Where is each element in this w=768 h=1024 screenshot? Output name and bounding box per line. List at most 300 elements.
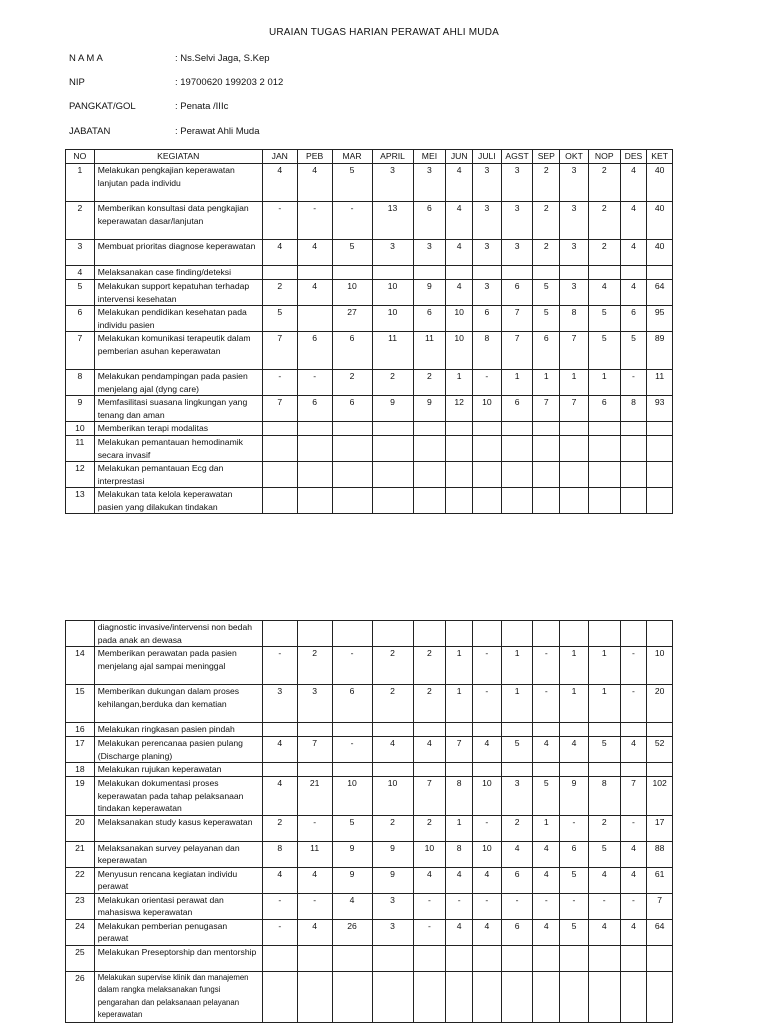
month-value-cell: 3 [473,240,502,266]
row-number: 5 [66,280,95,306]
row-number: 15 [66,685,95,723]
month-value-cell: 6 [588,396,620,422]
month-value-cell [501,945,533,971]
table-row [66,867,673,893]
month-value-cell: 2 [413,370,446,396]
month-value-cell: 10 [473,396,502,422]
month-value-cell: 3 [501,164,533,202]
month-value-cell [533,266,560,280]
month-value-cell [297,422,332,436]
info-value: : Perawat Ahli Muda [175,126,260,137]
month-value-cell: 3 [501,240,533,266]
month-value-cell: 5 [620,332,647,370]
row-number: 26 [66,971,95,1022]
month-value-cell [262,723,297,737]
month-value-cell: 4 [297,240,332,266]
table-row [66,621,673,647]
total-cell: 40 [647,240,673,266]
month-value-cell [533,488,560,514]
month-value-cell: 1 [446,647,473,685]
month-value-cell [446,462,473,488]
month-value-cell [473,462,502,488]
table-row [66,763,673,777]
month-value-cell [446,723,473,737]
activity-description: Melakukan support kepatuhan terhadap intervensi kesehatan [94,280,262,306]
table-row [66,280,673,306]
table-row [66,370,673,396]
total-cell [647,621,673,647]
month-value-cell [413,462,446,488]
month-value-cell: 5 [588,841,620,867]
month-value-cell: 11 [297,841,332,867]
table-row [66,893,673,919]
month-value-cell [560,763,589,777]
activity-description: Memberikan dukungan dalam proses kehilangan,berduka dan kematian [94,685,262,723]
month-value-cell [620,945,647,971]
month-value-cell: 7 [533,396,560,422]
month-value-cell [262,436,297,462]
month-value-cell [372,436,413,462]
month-value-cell [588,266,620,280]
month-value-cell [262,488,297,514]
month-value-cell [446,422,473,436]
month-value-cell: - [620,893,647,919]
month-value-cell [533,763,560,777]
month-value-cell: - [533,647,560,685]
total-cell [647,488,673,514]
month-value-cell [332,763,372,777]
column-header: PEB [297,150,332,164]
month-value-cell: - [620,370,647,396]
month-value-cell [501,621,533,647]
month-value-cell: 10 [446,306,473,332]
month-value-cell: 9 [372,867,413,893]
month-value-cell: 1 [560,685,589,723]
month-value-cell: - [501,893,533,919]
month-value-cell [446,621,473,647]
month-value-cell [620,462,647,488]
month-value-cell: - [297,815,332,841]
month-value-cell [533,462,560,488]
activity-description: Melakukan pendidikan kesehatan pada individu pasien [94,306,262,332]
month-value-cell: - [297,893,332,919]
month-value-cell: 12 [446,396,473,422]
info-label: JABATAN [69,126,111,137]
month-value-cell [473,422,502,436]
month-value-cell [533,436,560,462]
month-value-cell: 6 [473,306,502,332]
total-cell: 7 [647,893,673,919]
month-value-cell: 2 [262,280,297,306]
row-number: 14 [66,647,95,685]
info-value: : 19700620 199203 2 012 [175,77,284,88]
month-value-cell [560,723,589,737]
month-value-cell: 2 [533,240,560,266]
month-value-cell: 1 [446,370,473,396]
month-value-cell [533,621,560,647]
column-header: KEGIATAN [94,150,262,164]
column-header: DES [620,150,647,164]
activity-description: Memfasilitasi suasana lingkungan yang tenang dan aman [94,396,262,422]
table-row [66,685,673,723]
month-value-cell: 2 [588,815,620,841]
month-value-cell [372,422,413,436]
month-value-cell: 5 [501,737,533,763]
month-value-cell: 4 [262,867,297,893]
month-value-cell [372,945,413,971]
month-value-cell: - [332,647,372,685]
month-value-cell: 4 [446,919,473,945]
month-value-cell: 2 [533,202,560,240]
month-value-cell: - [262,202,297,240]
month-value-cell [588,763,620,777]
month-value-cell: 4 [560,737,589,763]
month-value-cell [297,971,332,1022]
month-value-cell: 7 [620,777,647,816]
month-value-cell [620,621,647,647]
row-number: 20 [66,815,95,841]
activity-description: Melakukan dokumentasi proses keperawatan pada tahap pelaksanaan tindakan keperawatan [94,777,262,816]
total-cell [647,422,673,436]
month-value-cell: 4 [533,919,560,945]
month-value-cell [297,945,332,971]
month-value-cell [501,763,533,777]
total-cell [647,971,673,1022]
month-value-cell [620,971,647,1022]
total-cell [647,723,673,737]
month-value-cell: 4 [620,202,647,240]
month-value-cell: - [620,685,647,723]
month-value-cell: - [588,893,620,919]
row-number: 19 [66,777,95,816]
month-value-cell [620,723,647,737]
row-number: 7 [66,332,95,370]
month-value-cell: 7 [501,306,533,332]
month-value-cell [533,945,560,971]
month-value-cell: 9 [413,396,446,422]
month-value-cell: 4 [620,919,647,945]
month-value-cell: 4 [262,737,297,763]
month-value-cell: 10 [332,280,372,306]
row-number: 6 [66,306,95,332]
month-value-cell: 4 [413,737,446,763]
month-value-cell [297,621,332,647]
month-value-cell: 4 [446,240,473,266]
month-value-cell: 10 [413,841,446,867]
month-value-cell [473,488,502,514]
row-number: 2 [66,202,95,240]
month-value-cell: 3 [413,240,446,266]
month-value-cell: 4 [297,867,332,893]
total-cell: 88 [647,841,673,867]
table-row [66,647,673,685]
activity-description: Melakukan pemantauan hemodinamik secara invasif [94,436,262,462]
month-value-cell: 4 [533,841,560,867]
month-value-cell [473,266,502,280]
month-value-cell: 5 [588,737,620,763]
month-value-cell: 2 [372,685,413,723]
row-number: 16 [66,723,95,737]
table-row [66,164,673,202]
month-value-cell: 27 [332,306,372,332]
total-cell: 52 [647,737,673,763]
month-value-cell [332,723,372,737]
month-value-cell: 6 [501,867,533,893]
month-value-cell [588,488,620,514]
table-row [66,777,673,816]
month-value-cell [413,266,446,280]
month-value-cell: 5 [332,240,372,266]
month-value-cell: 2 [297,647,332,685]
month-value-cell [297,723,332,737]
month-value-cell: - [297,370,332,396]
month-value-cell: 4 [588,867,620,893]
month-value-cell: 7 [560,332,589,370]
month-value-cell: - [332,202,372,240]
month-value-cell: 5 [588,306,620,332]
month-value-cell: 8 [588,777,620,816]
month-value-cell: 2 [413,647,446,685]
month-value-cell: - [560,893,589,919]
row-number: 25 [66,945,95,971]
month-value-cell: 5 [560,867,589,893]
month-value-cell [560,422,589,436]
month-value-cell: 11 [372,332,413,370]
month-value-cell: 6 [620,306,647,332]
table-row [66,332,673,370]
month-value-cell: 10 [473,777,502,816]
month-value-cell: 6 [332,396,372,422]
month-value-cell: 6 [501,919,533,945]
info-value: : Ns.Selvi Jaga, S.Kep [175,53,270,64]
month-value-cell: - [473,370,502,396]
month-value-cell [473,945,502,971]
month-value-cell: 4 [262,777,297,816]
month-value-cell: 7 [297,737,332,763]
month-value-cell: 7 [413,777,446,816]
month-value-cell: 4 [446,202,473,240]
month-value-cell: 4 [473,737,502,763]
month-value-cell: 2 [501,815,533,841]
row-number: 13 [66,488,95,514]
month-value-cell [446,945,473,971]
month-value-cell: 8 [560,306,589,332]
month-value-cell: 8 [446,841,473,867]
total-cell: 17 [647,815,673,841]
month-value-cell [332,945,372,971]
month-value-cell [262,763,297,777]
total-cell: 40 [647,164,673,202]
total-cell [647,945,673,971]
month-value-cell [473,971,502,1022]
month-value-cell: 10 [332,777,372,816]
month-value-cell: 3 [372,240,413,266]
activity-description: Melakukan pendampingan pada pasien menjelang ajal (dyng care) [94,370,262,396]
table-row [66,815,673,841]
month-value-cell: - [332,737,372,763]
month-value-cell: 6 [332,685,372,723]
activity-description: Melakukan pemantauan Ecg dan interprestasi [94,462,262,488]
total-cell: 93 [647,396,673,422]
activity-description: Melakukan tata kelola keperawatan pasien yang dilakukan tindakan [94,488,262,514]
column-header: JULI [473,150,502,164]
table-row [66,488,673,514]
month-value-cell [262,266,297,280]
month-value-cell: 1 [588,685,620,723]
month-value-cell [588,436,620,462]
month-value-cell [413,945,446,971]
month-value-cell [332,971,372,1022]
activity-description: Melakukan orientasi perawat dan mahasiswa keperawatan [94,893,262,919]
month-value-cell [297,763,332,777]
month-value-cell [262,462,297,488]
month-value-cell [560,266,589,280]
month-value-cell: 1 [588,647,620,685]
month-value-cell: 10 [372,777,413,816]
month-value-cell: 9 [332,867,372,893]
month-value-cell: 3 [560,202,589,240]
month-value-cell: - [473,685,502,723]
month-value-cell [501,266,533,280]
month-value-cell: 4 [473,919,502,945]
activity-description: Memberikan konsultasi data pengkajian keperawatan dasar/lanjutan [94,202,262,240]
table-row [66,737,673,763]
month-value-cell: 21 [297,777,332,816]
month-value-cell [332,436,372,462]
month-value-cell: - [560,815,589,841]
month-value-cell: 4 [620,240,647,266]
month-value-cell [473,436,502,462]
column-header: JAN [262,150,297,164]
month-value-cell: 4 [262,164,297,202]
month-value-cell [413,436,446,462]
month-value-cell: 2 [372,370,413,396]
month-value-cell [588,971,620,1022]
activity-description: Melakukan Preseptorship dan mentorship [94,945,262,971]
month-value-cell [262,422,297,436]
month-value-cell [372,971,413,1022]
month-value-cell: 4 [297,280,332,306]
month-value-cell: 1 [501,647,533,685]
total-cell: 95 [647,306,673,332]
total-cell: 102 [647,777,673,816]
month-value-cell [332,422,372,436]
row-number: 11 [66,436,95,462]
month-value-cell: 4 [620,280,647,306]
activity-description: Melakukan pemberian penugasan perawat [94,919,262,945]
total-cell [647,763,673,777]
month-value-cell: 5 [588,332,620,370]
month-value-cell: - [473,647,502,685]
column-header: OKT [560,150,589,164]
month-value-cell [473,621,502,647]
month-value-cell: 7 [262,396,297,422]
month-value-cell: 6 [297,332,332,370]
month-value-cell: 10 [372,306,413,332]
month-value-cell [533,422,560,436]
month-value-cell: 6 [501,280,533,306]
month-value-cell [588,462,620,488]
activity-description: Memberikan perawatan pada pasien menjelang ajal sampai meninggal [94,647,262,685]
month-value-cell: 4 [588,919,620,945]
row-number: 3 [66,240,95,266]
month-value-cell: 9 [332,841,372,867]
month-value-cell: 6 [533,332,560,370]
month-value-cell [297,266,332,280]
month-value-cell: 2 [588,164,620,202]
month-value-cell: 3 [372,893,413,919]
month-value-cell [446,488,473,514]
month-value-cell: - [446,893,473,919]
activity-description: Melaksanakan survey pelayanan dan keperawatan [94,841,262,867]
activity-description: Melakukan supervise klinik dan manajemen dalam rangka melaksanakan fungsi pengarahan dan pelaksanaan pelayanan keperawatan [94,971,262,1022]
month-value-cell: 2 [413,815,446,841]
activity-description: Melaksanakan case finding/deteksi [94,266,262,280]
month-value-cell [560,621,589,647]
month-value-cell: 4 [620,841,647,867]
month-value-cell [297,306,332,332]
month-value-cell: 3 [473,164,502,202]
month-value-cell: 2 [372,647,413,685]
month-value-cell [413,488,446,514]
month-value-cell: - [473,893,502,919]
month-value-cell: 4 [413,867,446,893]
month-value-cell: 10 [473,841,502,867]
activity-table-part-1 [65,149,673,514]
month-value-cell: 8 [262,841,297,867]
month-value-cell [620,436,647,462]
month-value-cell: 26 [332,919,372,945]
month-value-cell: 1 [588,370,620,396]
month-value-cell: - [620,815,647,841]
month-value-cell: 6 [501,396,533,422]
month-value-cell [446,266,473,280]
month-value-cell: 1 [533,370,560,396]
month-value-cell: 4 [332,893,372,919]
month-value-cell [372,266,413,280]
month-value-cell [620,422,647,436]
month-value-cell [620,763,647,777]
month-value-cell [533,971,560,1022]
month-value-cell [332,462,372,488]
month-value-cell: 5 [533,306,560,332]
month-value-cell [533,723,560,737]
month-value-cell [501,971,533,1022]
month-value-cell [446,971,473,1022]
month-value-cell: 10 [446,332,473,370]
month-value-cell [297,488,332,514]
month-value-cell: - [413,919,446,945]
month-value-cell [413,971,446,1022]
month-value-cell [501,723,533,737]
total-cell: 64 [647,280,673,306]
month-value-cell: - [262,919,297,945]
month-value-cell: 8 [446,777,473,816]
row-number: 23 [66,893,95,919]
month-value-cell: 1 [501,685,533,723]
month-value-cell: 2 [533,164,560,202]
month-value-cell: 3 [372,919,413,945]
table-row [66,422,673,436]
month-value-cell: 2 [332,370,372,396]
row-number: 9 [66,396,95,422]
column-header: JUN [446,150,473,164]
month-value-cell: 4 [473,867,502,893]
month-value-cell: 6 [413,306,446,332]
total-cell [647,266,673,280]
month-value-cell: 1 [501,370,533,396]
total-cell: 64 [647,919,673,945]
